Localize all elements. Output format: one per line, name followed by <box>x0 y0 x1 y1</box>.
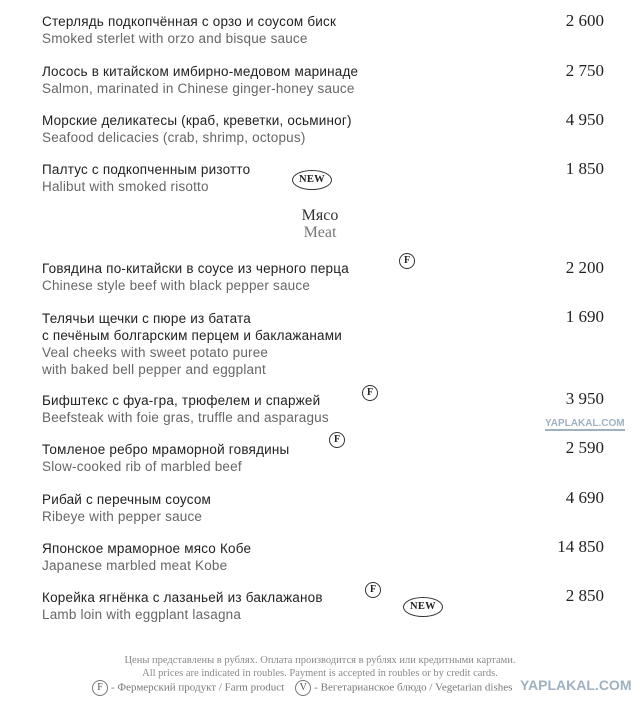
dish-name-ru: Стерлядь подкопчённая с орзо и соусом биск <box>42 14 337 29</box>
menu-item <box>42 589 602 623</box>
farm-product-icon: F <box>399 253 415 269</box>
vegetarian-icon: V <box>295 680 311 696</box>
dish-name-ru: Морские деликатесы (краб, креветки, осьминог) <box>42 113 352 128</box>
dish-name-en: Beefsteak with foie gras, truffle and asparagus <box>42 410 329 425</box>
menu-item <box>42 13 602 47</box>
menu-item <box>42 310 602 378</box>
dish-name-en: Lamb loin with eggplant lasagna <box>42 607 242 622</box>
dish-name-en: Smoked sterlet with orzo and bisque sauce <box>42 31 308 46</box>
dish-name-en: Veal cheeks with sweet potato puree <box>42 345 269 360</box>
footer-note-en: All prices are indicated in roubles. Payment is accepted in roubles or by credit cards. <box>142 668 498 679</box>
farm-product-icon: F <box>92 680 108 696</box>
menu-item <box>42 392 602 426</box>
legend-farm-label: - Фермерский продукт / Farm product <box>111 681 285 694</box>
menu-item <box>42 441 602 475</box>
dish-price: 4 950 <box>565 110 604 129</box>
legend <box>92 680 512 696</box>
menu-item <box>42 260 602 294</box>
dish-price: 1 690 <box>565 307 604 326</box>
dish-name-en: Japanese marbled meat Kobe <box>42 558 228 573</box>
dish-price: 2 590 <box>565 438 604 457</box>
dish-name-en: Seafood delicacies (crab, shrimp, octopus) <box>42 130 306 145</box>
menu-item <box>42 63 602 97</box>
dish-price: 2 850 <box>565 586 604 605</box>
section-title-en: Meat <box>303 224 337 241</box>
farm-product-icon: F <box>365 582 381 598</box>
dish-name-ru: Лосось в китайском имбирно-медовом маринаде <box>42 64 359 79</box>
dish-name-en-line2: with baked bell pepper and eggplant <box>42 362 266 377</box>
new-badge: NEW <box>292 170 332 190</box>
new-badge: NEW <box>403 597 443 617</box>
dish-name-ru: Томленое ребро мраморной говядины <box>42 442 290 457</box>
menu-item <box>42 491 602 525</box>
section-title-ru: Мясо <box>301 207 339 224</box>
section-title <box>0 207 640 241</box>
dish-name-en: Salmon, marinated in Chinese ginger-honey sauce <box>42 81 355 96</box>
dish-price: 3 950 <box>565 389 604 408</box>
footer-note-ru: Цены представлены в рублях. Оплата производится в рублях или кредитными картами. <box>124 655 516 666</box>
dish-price: 2 600 <box>565 11 604 30</box>
dish-name-ru: Японское мраморное мясо Кобе <box>42 541 252 556</box>
dish-name-ru: Рибай с перечным соусом <box>42 492 212 507</box>
dish-name-ru-line2: с печёным болгарским перцем и баклажанами <box>42 328 342 343</box>
farm-product-icon: F <box>329 432 345 448</box>
dish-price: 2 200 <box>565 258 604 277</box>
dish-price: 14 850 <box>557 537 604 556</box>
dish-name-ru: Телячьи щечки с пюре из батата <box>42 311 251 326</box>
dish-name-en: Chinese style beef with black pepper sauce <box>42 278 311 293</box>
dish-price: 1 850 <box>565 159 604 178</box>
dish-name-en: Slow-cooked rib of marbled beef <box>42 459 242 474</box>
dish-name-ru: Палтус с подкопченным ризотто <box>42 162 251 177</box>
farm-product-icon: F <box>362 385 378 401</box>
dish-name-en: Ribeye with pepper sauce <box>42 509 203 524</box>
dish-price: 4 690 <box>565 488 604 507</box>
dish-name-en: Halibut with smoked risotto <box>42 179 209 194</box>
dish-price: 2 750 <box>565 61 604 80</box>
menu-item <box>42 112 602 146</box>
watermark-bottom: YAPLAKAL.COM <box>520 677 632 693</box>
dish-name-ru: Говядина по-китайски в соусе из черного перца <box>42 261 349 276</box>
dish-name-ru: Бифштекс с фуа-гра, трюфелем и спаржей <box>42 393 321 408</box>
legend-vegetarian-label: - Вегетарианское блюдо / Vegetarian dishes <box>314 681 513 694</box>
menu-item <box>42 540 602 574</box>
dish-name-ru: Корейка ягнёнка с лазаньей из баклажанов <box>42 590 323 605</box>
watermark-top: YAPLAKAL.COM <box>545 418 625 429</box>
